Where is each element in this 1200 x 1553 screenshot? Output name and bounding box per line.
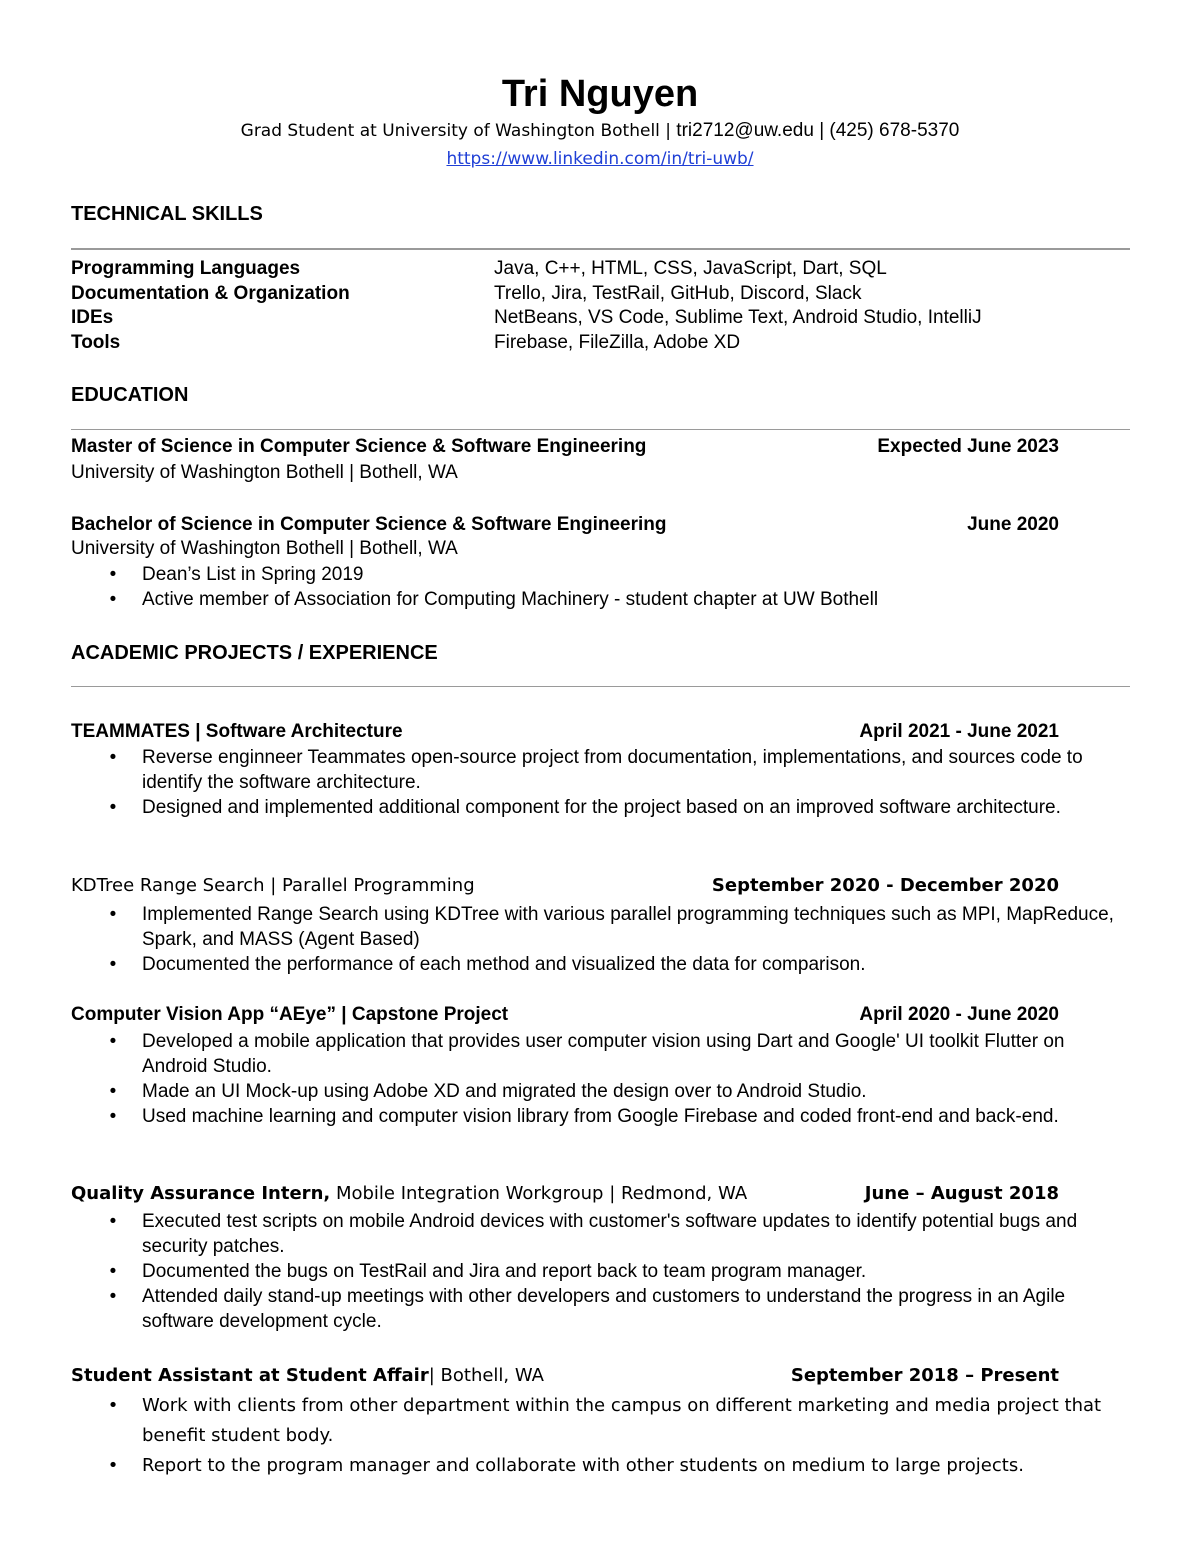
- experience-date: September 2018 – Present: [790, 1365, 1059, 1386]
- experience-bullets: [71, 902, 1131, 977]
- bullet-icon: •: [109, 1261, 117, 1282]
- list-item: [71, 902, 1131, 952]
- bullet-icon: •: [109, 797, 117, 818]
- skill-value: Java, C++, HTML, CSS, JavaScript, Dart, SQL: [494, 258, 887, 279]
- skill-value: Firebase, FileZilla, Adobe XD: [494, 331, 741, 353]
- bullet-icon: •: [109, 954, 117, 975]
- experience-title-rest: | Bothell, WA: [428, 1365, 544, 1386]
- skill-label: Documentation & Organization: [71, 282, 350, 304]
- list-item: [71, 795, 1131, 820]
- list-item: [71, 1029, 1131, 1079]
- education-date: Expected June 2023: [877, 436, 1059, 457]
- bullet-text: Implemented Range Search using KDTree with various parallel programming techniques such as MPI, MapReduce, Spark, and MASS (Agent Based): [142, 904, 1114, 950]
- bullet-icon: •: [109, 564, 117, 585]
- bullet-icon: •: [109, 589, 117, 610]
- bullet-text: Attended daily stand-up meetings with other developers and customers to understand the progress in an Agile software development cycle.: [142, 1286, 1066, 1332]
- linkedin-link[interactable]: https://www.linkedin.com/in/tri-uwb/: [446, 149, 754, 169]
- section-divider: [71, 686, 1130, 687]
- experience-title: [71, 1364, 544, 1388]
- experience-bullets: [71, 745, 1131, 820]
- skill-value: Trello, Jira, TestRail, GitHub, Discord, Slack: [494, 282, 862, 304]
- bullet-text: Executed test scripts on mobile Android devices with customer's software updates to identify potential bugs and security patches.: [142, 1211, 1078, 1257]
- bullet-text: Reverse enginneer Teammates open-source project from documentation, implementations, and sources code to identify the software architecture.: [142, 747, 1083, 793]
- list-item: [71, 1209, 1131, 1259]
- section-title-experience: ACADEMIC PROJECTS / EXPERIENCE: [71, 642, 438, 664]
- bullet-icon: •: [109, 1286, 117, 1307]
- bullet-icon: •: [109, 1106, 117, 1127]
- skill-value: NetBeans, VS Code, Sublime Text, Android Studio, IntelliJ: [494, 307, 982, 328]
- experience-title: KDTree Range Search | Parallel Programming: [71, 875, 475, 896]
- education-degree: Master of Science in Computer Science & Software Engineering: [71, 436, 647, 457]
- skill-label: Tools: [71, 331, 121, 353]
- section-divider: [71, 429, 1130, 430]
- contact-role: Grad Student at University of Washington Bothell |: [240, 121, 672, 141]
- section-title-education: EDUCATION: [71, 384, 189, 406]
- experience-bullets: [71, 1391, 1131, 1481]
- experience-title: [71, 1182, 747, 1206]
- list-item: [71, 952, 1131, 977]
- skill-label: Programming Languages: [71, 258, 301, 279]
- linkedin-row: [0, 147, 1200, 171]
- bullet-text: Documented the bugs on TestRail and Jira and report back to team program manager.: [142, 1261, 867, 1282]
- bullet-icon: •: [109, 1081, 117, 1102]
- experience-title-bold: Quality Assurance Intern,: [71, 1183, 331, 1204]
- list-item: [71, 1391, 1131, 1451]
- bullet-text: Used machine learning and computer vision library from Google Firebase and coded front-end and back-end.: [142, 1106, 1059, 1127]
- list-item: [71, 1259, 1131, 1284]
- experience-date: April 2021 - June 2021: [859, 721, 1059, 742]
- bullet-icon: •: [107, 1395, 119, 1416]
- list-item: [71, 1104, 1131, 1129]
- experience-date: April 2020 - June 2020: [859, 1004, 1059, 1025]
- education-school: University of Washington Bothell | Bothell, WA: [71, 538, 458, 559]
- education-school: University of Washington Bothell | Bothell, WA: [71, 462, 458, 483]
- candidate-name: Tri Nguyen: [501, 73, 699, 115]
- bullet-icon: •: [109, 1211, 117, 1232]
- list-item: [71, 1451, 1131, 1481]
- list-item: [71, 1079, 1131, 1104]
- contact-line: [0, 119, 1200, 143]
- experience-date: June – August 2018: [864, 1183, 1059, 1204]
- bullet-text: Dean’s List in Spring 2019: [142, 564, 364, 585]
- list-item: [71, 562, 1131, 587]
- bullet-icon: •: [107, 1455, 119, 1476]
- bullet-icon: •: [109, 904, 117, 925]
- education-bullets: [71, 562, 1131, 612]
- education-date: June 2020: [967, 514, 1059, 535]
- list-item: [71, 587, 1131, 612]
- skill-label: IDEs: [71, 307, 114, 328]
- list-item: [71, 1284, 1131, 1334]
- experience-bullets: [71, 1209, 1131, 1334]
- bullet-text: Active member of Association for Computing Machinery - student chapter at UW Bothell: [142, 589, 879, 610]
- bullet-text: Designed and implemented additional component for the project based on an improved software architecture.: [142, 797, 1061, 818]
- contact-details: tri2712@uw.edu | (425) 678-5370: [671, 120, 960, 141]
- list-item: [71, 745, 1131, 795]
- section-title-skills: TECHNICAL SKILLS: [71, 203, 263, 225]
- bullet-icon: •: [109, 747, 117, 768]
- education-degree: Bachelor of Science in Computer Science & Software Engineering: [71, 514, 667, 535]
- bullet-text: Work with clients from other department within the campus on different marketing and media project that benefit student body.: [142, 1395, 1102, 1446]
- bullet-text: Developed a mobile application that provides user computer vision using Dart and Google' UI toolkit Flutter on Android Studio.: [142, 1031, 1065, 1077]
- bullet-icon: •: [109, 1031, 117, 1052]
- experience-title: TEAMMATES | Software Architecture: [71, 721, 403, 742]
- experience-title: Computer Vision App “AEye” | Capstone Project: [71, 1004, 509, 1025]
- experience-title-bold: Student Assistant at Student Affair: [71, 1365, 429, 1386]
- experience-title-rest: Mobile Integration Workgroup | Redmond, WA: [330, 1183, 748, 1204]
- experience-bullets: [71, 1029, 1131, 1129]
- experience-date: September 2020 - December 2020: [711, 875, 1059, 896]
- bullet-text: Documented the performance of each method and visualized the data for comparison.: [142, 954, 866, 975]
- bullet-text: Made an UI Mock-up using Adobe XD and migrated the design over to Android Studio.: [142, 1081, 867, 1102]
- section-divider: [71, 248, 1130, 250]
- bullet-text: Report to the program manager and collaborate with other students on medium to large projects.: [142, 1455, 1024, 1476]
